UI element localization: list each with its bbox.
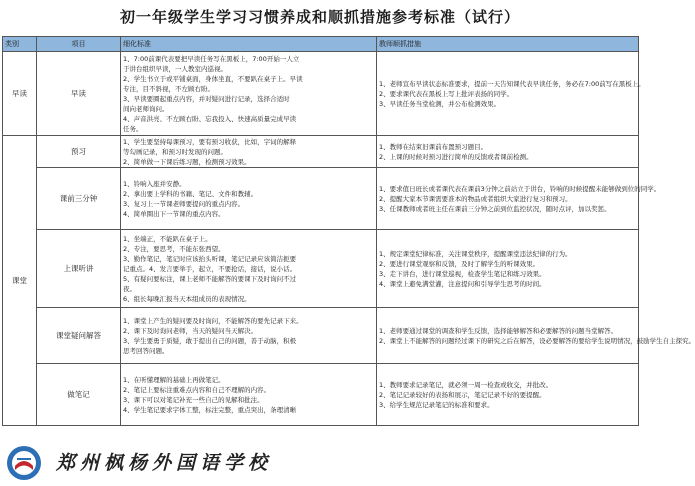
measure-cell: 1、教师要求记录笔记，就必须一周一检查或收交，并批改。 2、笔记记录较好的表扬和展示，笔记记录不好的要提醒。 3、给学生规范记录笔记的标准和要求。 (377, 364, 639, 426)
measure-cell: 1、老师要通过课堂的调查和学生反馈，选择能够解答和必要解答的问题当堂解答。 2、课堂上不能解答的问题经过课下的研究之后在解答，设必要解答的要给学生说明情况，鼓励学生自主探究。 (377, 308, 639, 364)
item-cell: 早读 (37, 52, 121, 136)
item-cell: 上课听讲 (37, 230, 121, 308)
header-item: 项目 (37, 37, 121, 52)
standard-cell: 1、铃响入座并安静。 2、拿出要上学科的书籍、笔记、文件和教辅。 3、复习上一节课老师要提问的重点内容。 4、简单圈出下一节课的重点内容。 (121, 168, 377, 230)
table-header-row (3, 37, 639, 52)
table-row (3, 52, 639, 136)
standard-cell: 1、坐端正，不能趴在桌子上。 2、专注，要思考，不能东张西望。 3、勤作笔记，笔记时应该抬头听课，笔记记录应该简洁扼要 记重点。4、发言要举手，起立，不要抢话，接话，说小话。 5、有疑问要标注，课上老师不能解答的要课下及时询问不过 夜。 6、组长每晚汇报当天本组成员的表现情况。 (121, 230, 377, 308)
category-cell-morning-reading: 早读 (3, 52, 37, 136)
item-cell: 做笔记 (37, 364, 121, 426)
table-row (3, 364, 639, 426)
standard-cell: 1、课堂上产生的疑问要及时询问，不能解答的要先记录下来。 2、课下及时询问老师，当天的疑问当天解决。 3、学生要勇于质疑，敢于提出自己的问题，善于动脑，积极 思考回答问题。 (121, 308, 377, 364)
item-cell: 预习 (37, 136, 121, 168)
measure-cell: 1、规定课堂纪律标准，关注课堂秩序，提醒课堂违法纪律的行为。 2、要进行课堂观察和反馈，及时了解学生的听课效果。 3、走下讲台，进行课堂巡视，检查学生笔记和练习效果。 4、课堂上避免满堂灌，注意提问和引导学生思考的时间。 (377, 230, 639, 308)
measure-cell: 1、教师在结束旧课前布置预习题目。 2、上课的时候对预习进行简单的反馈或者课前检测。 (377, 136, 639, 168)
measure-cell: 1、老师宣布早读状态标准要求，提前一天告知课代表早读任务，务必在7:00前写在黑板上。 2、要求课代表在黑板上写上批评表扬的同学。 3、早读任务当堂检测，并公布检测效果。 (377, 52, 639, 136)
header-standard: 细化标准 (121, 37, 377, 52)
standards-table (2, 36, 695, 426)
school-emblem-icon (4, 444, 44, 482)
item-cell: 课前三分钟 (37, 168, 121, 230)
table-row (3, 168, 639, 230)
table-row (3, 136, 639, 168)
standard-cell: 1、在听懂理解的基础上再做笔记。 2、笔记上要标注重难点内容和自己不理解的内容。 3、课下可以对笔记补充一些自己的见解和批注。 4、学生笔记要求字体工整，标注完整，重点突出，条理清晰 (121, 364, 377, 426)
standard-cell: 1、学生要坚持每课预习，要有预习收获，比如，字词的解释 等勾画记录，和预习时发现的问题。 2、简单做一下课后练习题，检测预习效果。 (121, 136, 377, 168)
document-title: 初一年级学生学习习惯养成和顺抓措施参考标准（试行） (119, 8, 520, 26)
header-measure: 教师顺抓措施 (377, 37, 639, 52)
table-row (3, 230, 639, 308)
standard-cell: 1、7:00前课代表要把早读任务写在黑板上，7:00开始一人立 于讲台组织早读，一人教室内巡视。 2、学生书立于或平铺桌面，身体坐直，不要趴在桌子上。早读 专注，目不斜视，不左顾右盼。 3、早读要圈起重点内容，并对疑问进行记录，选择合适时 间向老师询问。 4、声音洪亮、不左顾右盼、忘我投入、快速高质量完成早读 任务。 (121, 52, 377, 136)
category-cell-classroom: 课堂 (3, 136, 37, 426)
table-row (3, 308, 639, 364)
school-name: 郑州枫杨外国语学校 (56, 452, 273, 474)
header-category: 类别 (3, 37, 37, 52)
measure-cell: 1、要求值日班长或者课代表在课前3分钟之前站立于讲台，铃响的时候提醒未能够做到位的同学。 2、提醒大家本节课需要准本的物品或者组织大家进行复习和预习。 3、任课教师或者班主任在课前三分钟之前到位监控状况，随时点评，加以奖惩。 (377, 168, 639, 230)
item-cell: 课堂疑问解答 (37, 308, 121, 364)
